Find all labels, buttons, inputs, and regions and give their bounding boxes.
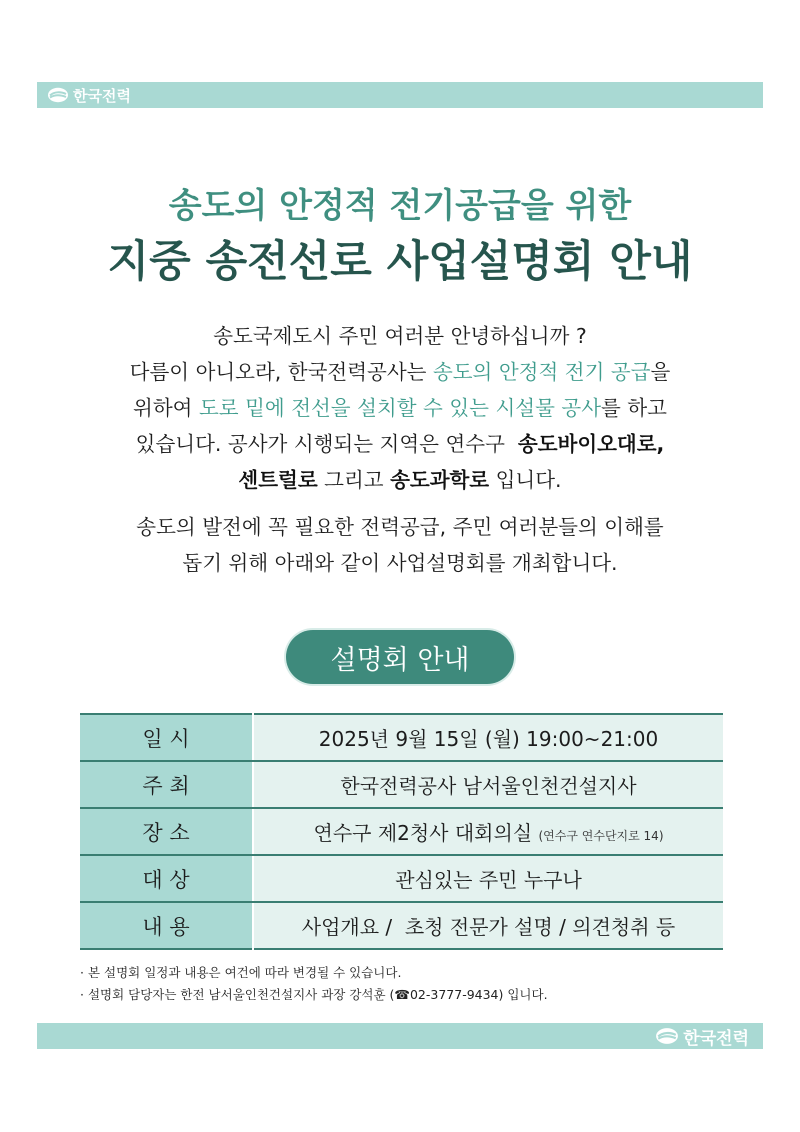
kepco-logo-icon	[655, 1027, 679, 1045]
intro-text: 있습니다. 공사가 시행되는 지역은 연수구	[135, 432, 518, 456]
footnote: · 설명회 담당자는 한전 남서울인천건설지사 과장 강석훈 (☎02-3777-9434) 입니다.	[80, 987, 548, 1002]
intro-text: 위하여	[133, 396, 199, 420]
row-value-text: 한국전력공사 남서울인천건설지사	[340, 774, 637, 798]
table-row	[80, 855, 723, 902]
logo-text: 한국전력	[73, 86, 131, 105]
row-label: 주 최	[80, 761, 253, 808]
intro-bold: ,	[656, 432, 665, 456]
row-value-text: 관심있는 주민 누구나	[395, 868, 582, 892]
row-value	[253, 855, 723, 902]
logo-text: 한국전력	[683, 1028, 749, 1049]
row-value	[253, 714, 723, 761]
intro-line-2	[60, 354, 740, 390]
row-value	[253, 761, 723, 808]
intro-text: 다름이 아니오라, 한국전력공사는	[129, 360, 433, 384]
intro-bold: 송도과학로	[390, 468, 490, 492]
footer-bar	[37, 1023, 763, 1049]
intro-text: 를 하고	[601, 396, 667, 420]
row-value-text: 연수구 제2청사 대회의실	[313, 821, 533, 845]
footnotes	[80, 962, 760, 1006]
table-row	[80, 902, 723, 949]
header-logo	[37, 85, 141, 106]
row-value-subtext: (연수구 연수단지로 14)	[538, 829, 664, 843]
intro-paragraph-2	[60, 509, 740, 581]
section-label-pill: 설명회 안내	[286, 630, 514, 684]
row-value	[253, 902, 723, 949]
row-value	[253, 808, 723, 855]
footer-logo	[645, 1024, 763, 1049]
footnote: · 본 설명회 일정과 내용은 여건에 따라 변경될 수 있습니다.	[80, 965, 402, 980]
intro-line-5	[60, 462, 740, 498]
intro-text: 그리고	[317, 468, 391, 492]
row-value-text: 2025년 9월 15일 (월) 19:00~21:00	[318, 727, 659, 751]
intro-text: 을	[650, 360, 671, 384]
header-bar	[37, 82, 763, 108]
intro2-line-2: 돕기 위해 아래와 같이 사업설명회를 개최합니다.	[182, 551, 618, 575]
intro-bold: 센트럴로	[238, 468, 318, 492]
intro-highlight: 송도의 안정적 전기 공급	[432, 360, 651, 384]
intro-line-1	[60, 318, 740, 354]
intro-text: 송도국제도시 주민 여러분 안녕하십니까 ?	[213, 324, 587, 348]
row-label: 내 용	[80, 902, 253, 949]
row-value-text: 사업개요 / 초청 전문가 설명 / 의견청취 등	[301, 915, 676, 939]
kepco-logo-icon	[47, 87, 69, 103]
intro-paragraph-1	[60, 318, 740, 498]
intro2-line-1: 송도의 발전에 꼭 필요한 전력공급, 주민 여러분들의 이해를	[136, 515, 664, 539]
row-label: 대 상	[80, 855, 253, 902]
intro-line-4	[60, 426, 740, 462]
intro-highlight: 도로 밑에 전선을 설치할 수 있는 시설물 공사	[198, 396, 602, 420]
intro-text: 입니다.	[489, 468, 562, 492]
info-table	[80, 713, 723, 950]
intro-bold: 송도바이오대로	[517, 432, 657, 456]
intro-line-3	[60, 390, 740, 426]
title-line-1: 송도의 안정적 전기공급을 위한	[168, 186, 632, 226]
table-row	[80, 714, 723, 761]
row-label: 장 소	[80, 808, 253, 855]
table-row	[80, 808, 723, 855]
title-line-2: 지중 송전선로 사업설명회 안내	[107, 237, 693, 287]
table-row	[80, 761, 723, 808]
row-label: 일 시	[80, 714, 253, 761]
